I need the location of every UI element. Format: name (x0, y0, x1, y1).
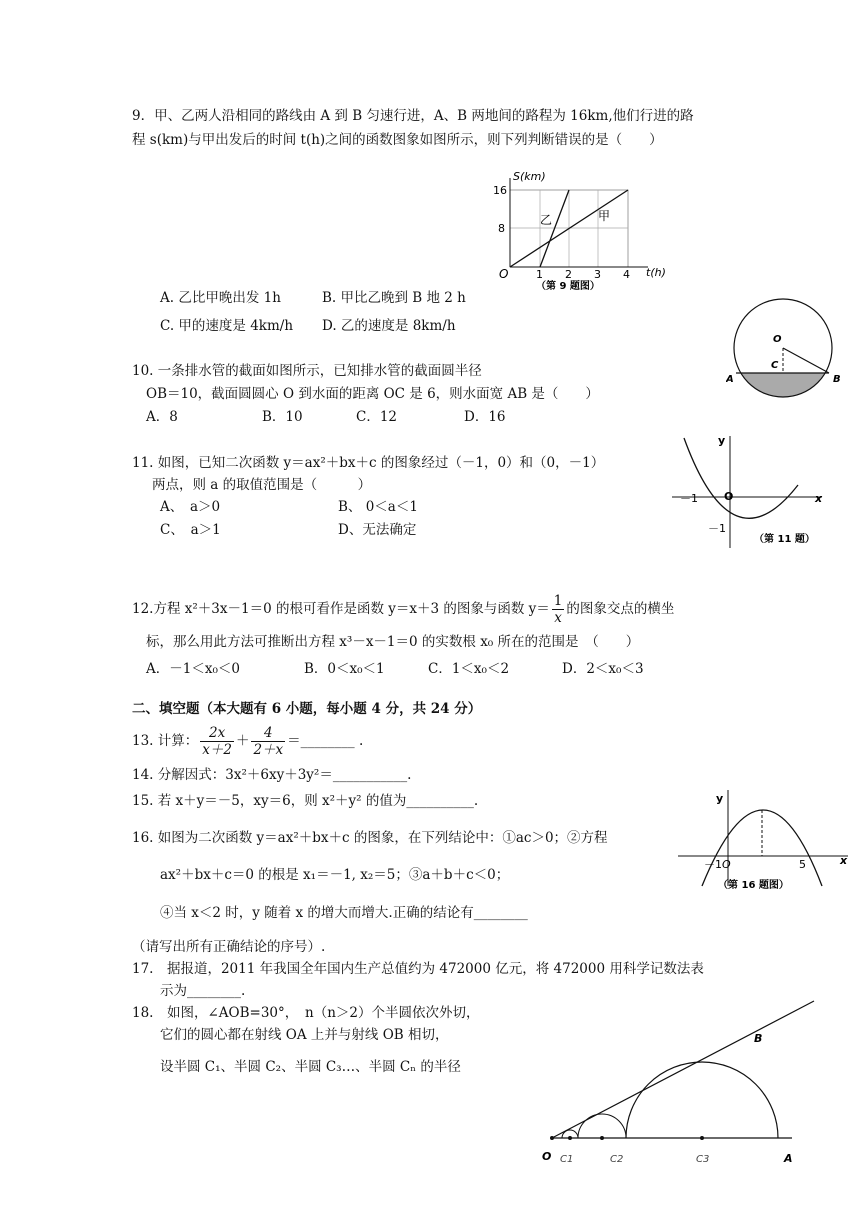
q9-figure (488, 170, 678, 295)
q15: 15. 若 x＋y＝－5，xy＝6，则 x²＋y² 的值为__________. (132, 793, 479, 809)
q16-x-label: x (840, 854, 848, 867)
q18-label-o: O (542, 1150, 552, 1163)
q9-xtick-4: 4 (623, 268, 630, 281)
q16-origin: O (722, 858, 731, 871)
q18-line1: 18. 如图，∠AOB=30°， n（n＞2）个半圆依次外切， (132, 1005, 480, 1021)
q12-frac-num: 1 (553, 593, 563, 609)
q13-prefix: 13. 计算： (132, 733, 199, 749)
q11-y-label: y (718, 434, 726, 447)
q10-figure (726, 296, 856, 402)
q16-line4: （请写出所有正确结论的序号）. (132, 939, 326, 955)
q11-caption: （第 11 题） (754, 534, 815, 545)
q16-five: 5 (799, 858, 806, 871)
q10-label-c: C (771, 360, 779, 371)
q12-option-a: A．－1＜x₀＜0 (146, 661, 240, 677)
q12-line1 (132, 591, 674, 627)
q9-option-a: A. 乙比甲晚出发 1h (160, 290, 281, 306)
q11-option-b: B、 0＜a＜1 (338, 499, 418, 515)
section-title: 二、填空题（本大题有 6 小题，每小题 4 分，共 24 分） (132, 701, 482, 717)
q11-origin: O (724, 490, 734, 503)
q11-figure (672, 430, 832, 550)
q10-line1: 10. 一条排水管的截面如图所示，已知排水管的截面圆半径 (132, 363, 482, 379)
q11-neg1-y: －1 (708, 522, 726, 535)
q13-frac2 (251, 725, 285, 758)
q9-label-jia: 甲 (598, 209, 611, 223)
q9-xtick-3: 3 (594, 268, 601, 281)
q18-figure (530, 1000, 850, 1175)
q13-frac2-num: 4 (251, 725, 285, 742)
q18-line2: 它们的圆心都在射线 OA 上并与射线 OB 相切， (160, 1027, 449, 1043)
q9-ytick-16: 16 (493, 184, 507, 197)
q18-label-c1: C1 (560, 1154, 574, 1165)
q12-line2: 标，那么用此方法可推断出方程 x³－x－1＝0 的实数根 x₀ 所在的范围是 （ ） (146, 634, 640, 650)
q10-label-b: B (833, 374, 841, 385)
q9-xtick-2: 2 (565, 268, 572, 281)
q9-option-c: C. 甲的速度是 4km/h (160, 318, 294, 334)
q9-option-b: B. 甲比乙晚到 B 地 2 h (322, 290, 466, 306)
q12-frac-den: x (554, 610, 562, 626)
q11-x-label: x (815, 492, 823, 505)
q14: 14. 分解因式：3x²＋6xy＋3y²＝___________. (132, 767, 412, 783)
q11-option-d: D、无法确定 (338, 522, 417, 538)
q9-xtick-1: 1 (536, 268, 543, 281)
q9-option-d: D. 乙的速度是 8km/h (322, 318, 456, 334)
q12-fraction (552, 593, 565, 626)
q9-origin: O (499, 267, 509, 281)
q16-line3: ④当 x＜2 时，y 随着 x 的增大而增大.正确的结论有________ (160, 905, 528, 921)
q11-option-c: C、 a＞1 (160, 522, 221, 538)
q11-line2: 两点，则 a 的取值范围是（ ） (152, 477, 372, 493)
q9-ytick-8: 8 (498, 222, 505, 235)
q9-caption: （第 9 题图） (536, 281, 600, 292)
q10-option-a: A．8 (146, 409, 178, 425)
q18-label-a: A (784, 1152, 793, 1165)
q13-plus: ＋ (235, 733, 250, 749)
q12-option-b: B．0＜x₀＜1 (304, 661, 385, 677)
q10-option-c: C．12 (356, 409, 398, 425)
q13-frac1-num: 2x (200, 725, 234, 742)
q10-label-o: O (773, 334, 782, 345)
q13-frac1 (200, 725, 234, 758)
q17-line1: 17. 据报道，2011 年我国全年国内生产总值约为 472000 亿元，将 472000 用科学记数法表 (132, 961, 704, 977)
q18-line3: 设半圆 C₁、半圆 C₂、半圆 C₃…、半圆 Cₙ 的半径 (160, 1059, 461, 1075)
q12-option-d: D．2＜x₀＜3 (562, 661, 644, 677)
q13-frac1-den: x＋2 (202, 742, 232, 758)
q18-label-c3: C3 (696, 1154, 710, 1165)
q16-neg1: －1 (704, 858, 722, 871)
q16-y-label: y (716, 792, 724, 805)
q11-line1: 11. 如图，已知二次函数 y＝ax²＋bx＋c 的图象经过（－1，0）和（0，－1） (132, 455, 605, 471)
q16-line2: ax²＋bx＋c＝0 的根是 x₁＝－1, x₂＝5；③a＋b＋c＜0； (160, 867, 510, 883)
q10-label-a: A (726, 374, 734, 385)
q17-line2: 示为________. (160, 983, 246, 999)
q10-option-d: D．16 (464, 409, 506, 425)
q18-label-b: B (754, 1032, 763, 1045)
q13-suffix: ＝________ . (287, 733, 364, 749)
q10-option-b: B．10 (262, 409, 303, 425)
q9-ylabel: S(km) (513, 170, 546, 183)
q9-label-yi: 乙 (540, 213, 553, 227)
q12-line1-a: 12.方程 x²＋3x－1＝0 的根可看作是函数 y＝x＋3 的图象与函数 y＝ (132, 601, 550, 617)
q11-option-a: A、 a＞0 (160, 499, 221, 515)
q12-option-c: C．1＜x₀＜2 (428, 661, 510, 677)
q10-line2: OB＝10，截面圆圆心 O 到水面的距离 OC 是 6，则水面宽 AB 是（ ） (146, 386, 599, 402)
q9-xlabel: t(h) (646, 266, 666, 279)
q12-line1-b: 的图象交点的横坐 (566, 601, 675, 617)
q13-frac2-den: 2＋x (253, 742, 284, 758)
q11-neg1-x: －1 (680, 492, 698, 505)
q18-label-c2: C2 (610, 1154, 624, 1165)
q16-caption: （第 16 题图） (718, 880, 789, 891)
q9-line2: 程 s(km)与甲出发后的时间 t(h)之间的函数图象如图所示，则下列判断错误的是（ ） (132, 132, 663, 148)
q9-line1: 9．甲、乙两人沿相同的路线由 A 到 B 匀速行进，A、B 两地间的路程为 16km,他们行进的路 (132, 108, 694, 124)
q16-line1: 16. 如图为二次函数 y＝ax²＋bx＋c 的图象，在下列结论中：①ac＞0；②方程 (132, 830, 608, 846)
q16-figure (678, 782, 854, 894)
q13 (132, 722, 363, 760)
